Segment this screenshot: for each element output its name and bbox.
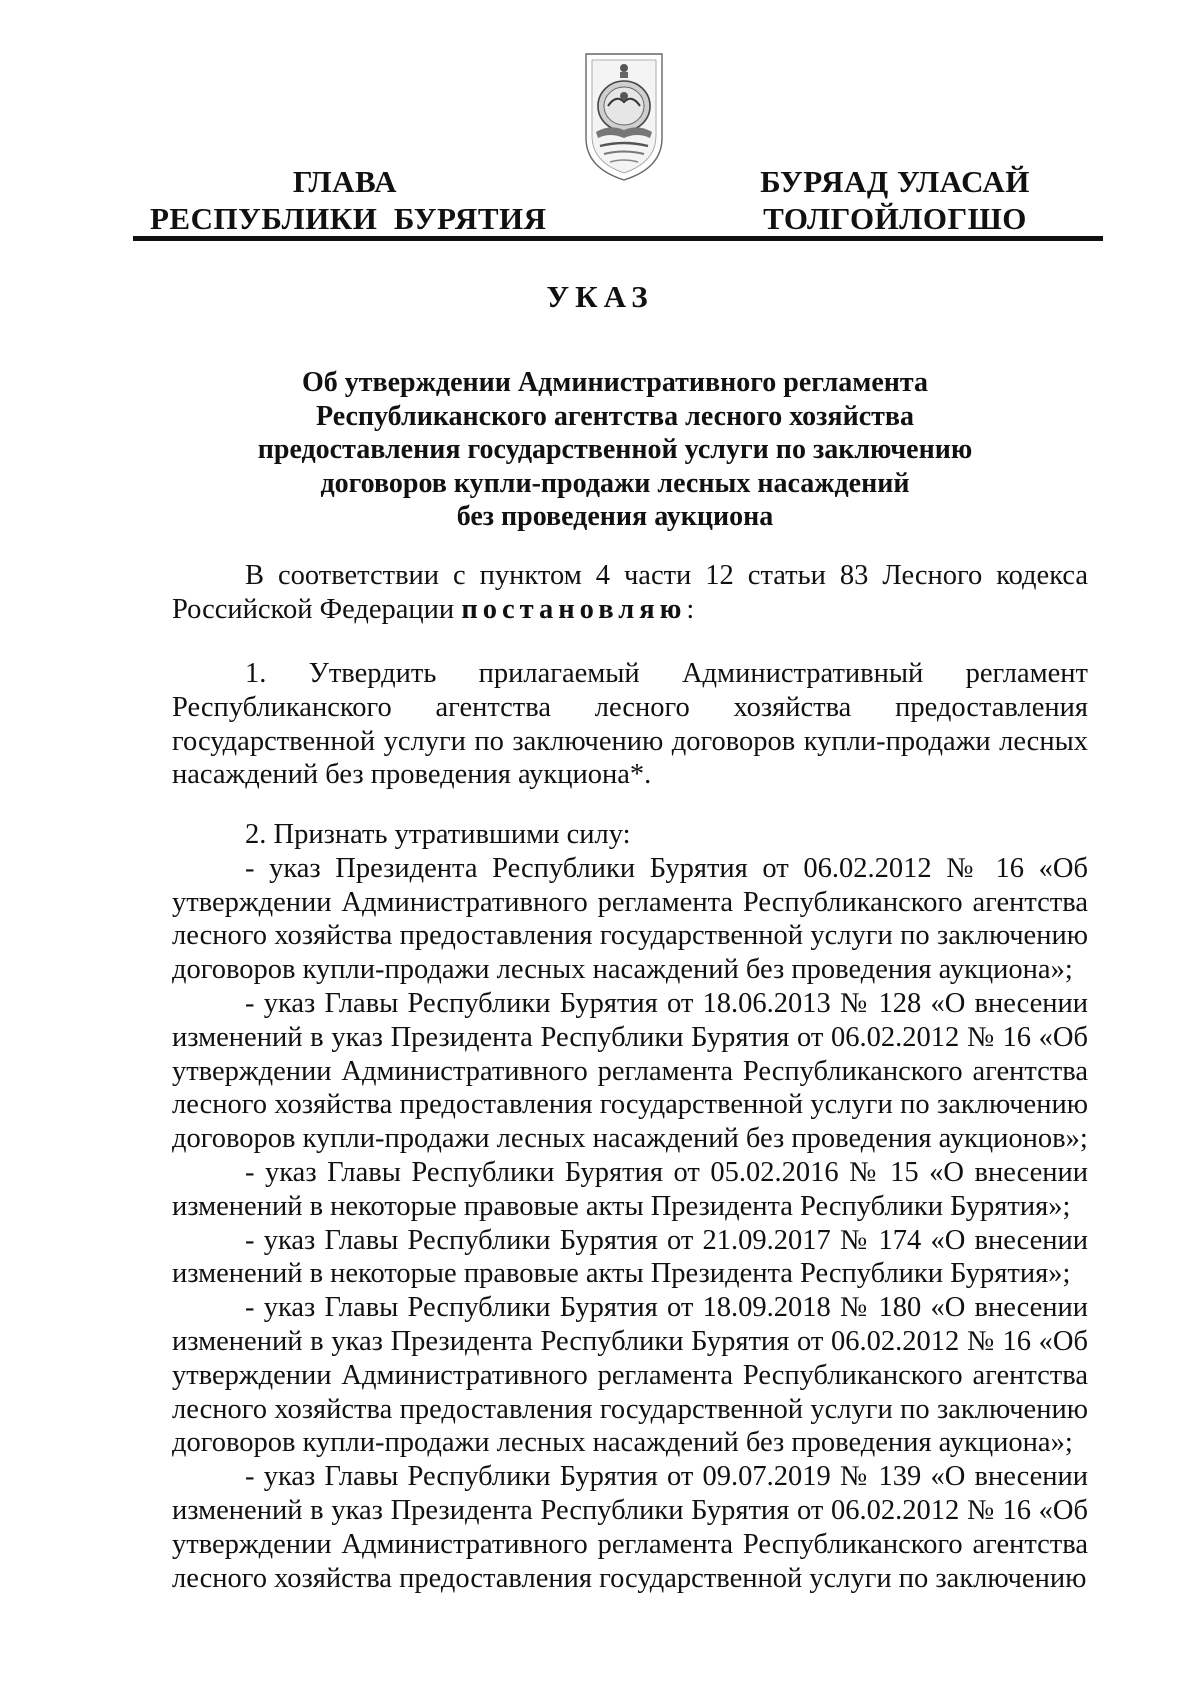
title-line: без проведения аукциона [456,501,774,532]
issuer-buryat-line-2: ТОЛГОЙЛОГШО [763,201,1027,236]
issuer-line-1: ГЛАВА [292,164,398,199]
item-2-heading: 2. Признать утратившими силу: [245,819,631,850]
item-2-section [172,818,1088,1595]
title-line: договоров купли-продажи лесных насаждений [320,467,910,499]
repealed-act-entry: - указ Главы Республики Бурятия от 18.06.2013 № 128 «О внесении изменений в указ Президента Республики Бурятия от 06.02.2012 № 16 «Об утверждении Административного регламента Республиканского агентства лесного хозяйства предоставления государственной услуги по заключению договоров купли-продажи лесных насаждений без проведения аукционов»; [172,987,1088,1155]
coat-of-arms-icon [580,50,668,184]
title-line: Об утверждении Административного регламента [301,367,929,398]
issuer-header-russian [150,163,547,237]
issuer-line-2: РЕСПУБЛИКИ БУРЯТИЯ [150,201,547,236]
document-type: УКАЗ [546,279,654,314]
title-line: Республиканского агентства лесного хозяйства [315,400,915,432]
preamble-paragraph [172,559,1088,627]
repealed-act-entry: - указ Главы Республики Бурятия от 05.02.2016 № 15 «О внесении изменений в некоторые правовые акты Президента Республики Бурятия»; [172,1156,1088,1222]
repealed-act-entry: - указ Главы Республики Бурятия от 09.07.2019 № 139 «О внесении изменений в указ Президента Республики Бурятия от 06.02.2012 № 16 «Об утверждении Административного регламента Республиканского агентства лесного хозяйства предоставления государственной услуги по заключению [172,1461,1088,1594]
preamble-suffix: : [686,593,695,625]
repealed-act-entry: - указ Главы Республики Бурятия от 18.09.2018 № 180 «О внесении изменений в указ Президента Республики Бурятия от 06.02.2012 № 16 «Об утверждении Административного регламента Республиканского агентства лесного хозяйства предоставления государственной услуги по заключению договоров купли-продажи лесных насаждений без проведения аукциона»; [172,1292,1088,1459]
repealed-act-entry: - указ Президента Республики Бурятия от 06.02.2012 № 16 «Об утверждении Административного регламента Республиканского агентства лесного хозяйства предоставления государственной услуги по заключению договоров купли-продажи лесных насаждений без проведения аукциона»; [172,852,1088,986]
preamble-text: В соответствии с пунктом 4 части 12 статьи 83 Лесного кодекса Российской Федерации [172,560,1088,625]
issuer-buryat-line-1: БУРЯАД УЛАСАЙ [760,164,1030,199]
decree-keyword: постановляю [461,593,687,625]
item-1-paragraph: 1. Утвердить прилагаемый Административный регламент Республиканского агентства лесного хозяйства предоставления государственной услуги по заключению договоров купли-продажи лесных насаждений без проведения аукциона*. [172,658,1088,791]
repealed-act-entry: - указ Главы Республики Бурятия от 21.09.2017 № 174 «О внесении изменений в некоторые правовые акты Президента Республики Бурятия»; [172,1224,1088,1290]
header-divider [133,236,1103,241]
issuer-header-buryat [740,163,1050,237]
document-title [200,366,1030,534]
title-line: предоставления государственной услуги по заключению [257,434,973,465]
